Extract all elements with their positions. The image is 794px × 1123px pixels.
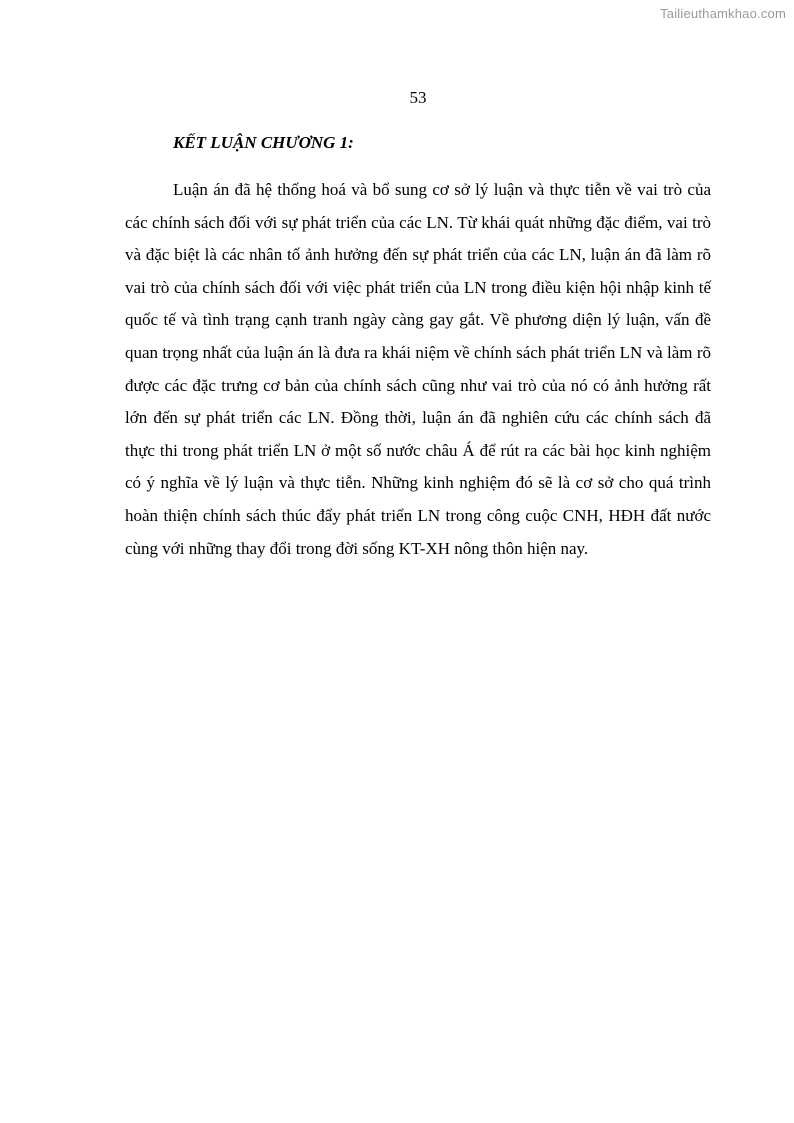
conclusion-paragraph: Luận án đã hệ thống hoá và bổ sung cơ sở lý luận và thực tiễn về vai trò của các chính sách đối với sự phát triển của các LN. Từ khái quát những đặc điểm, vai trò và đặc biệt là các nhân tố ảnh hưởng đến sự phát triển của các LN, luận án đã làm rõ vai trò của chính sách đối với việc phát triển của LN trong điều kiện hội nhập kinh tế quốc tế và tình trạng cạnh tranh ngày càng gay gắt. Về phương diện lý luận, vấn đề quan trọng nhất của luận án là đưa ra khái niệm về chính sách phát triển LN và làm rõ được các đặc trưng cơ bản của chính sách cũng như vai trò của nó có ảnh hưởng rất lớn đến sự phát triển các LN. Đồng thời, luận án đã nghiên cứu các chính sách đã thực thi trong phát triển LN ở một số nước châu Á để rút ra các bài học kinh nghiệm có ý nghĩa về lý luận và thực tiễn. Những kinh nghiệm đó sẽ là cơ sở cho quá trình hoàn thiện chính sách thúc đẩy phát triển LN trong công cuộc CNH, HĐH đất nước cùng với những thay đổi trong đời sống KT-XH nông thôn hiện nay. <box>125 180 711 558</box>
watermark-text: Tailieuthamkhao.com <box>660 6 786 21</box>
chapter-conclusion-heading: KẾT LUẬN CHƯƠNG 1: <box>173 133 354 152</box>
page-number: 53 <box>409 88 427 107</box>
